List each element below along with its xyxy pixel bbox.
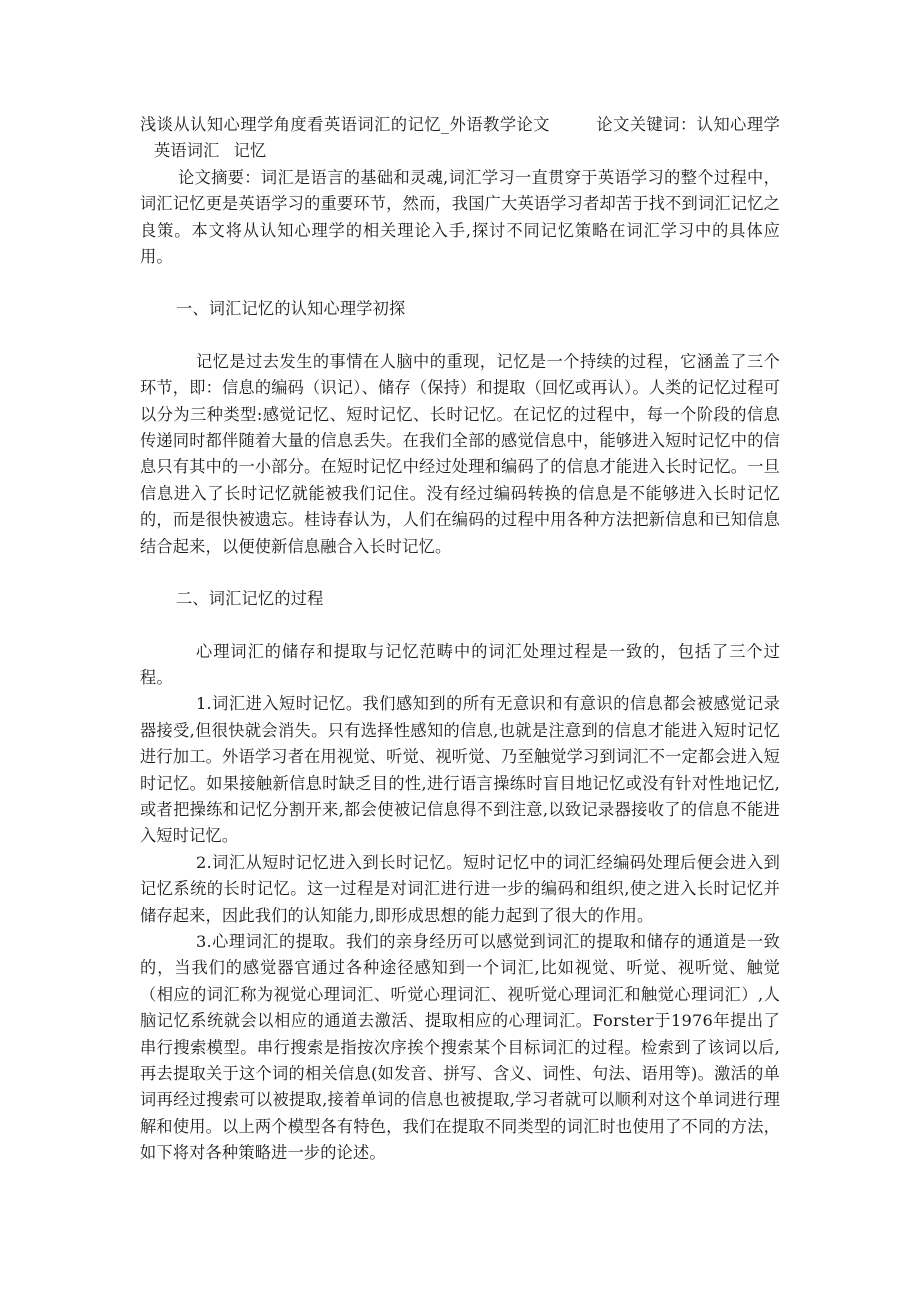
keywords-label: 论文关键词： — [596, 115, 697, 134]
abstract-paragraph: 论文摘要：词汇是语言的基础和灵魂,词汇学习一直贯穿于英语学习的整个过程中，词汇记忆更是英语学习的重要环节，然而，我国广大英语学习者却苦于找不到词汇记忆之良策。本文将从认知心理学的相关理论入手,探讨不同记忆策略在词汇学习中的具体应用。 — [140, 167, 780, 267]
keyword-item: 英语词汇 — [154, 141, 220, 161]
section-2-item-2: 2.词汇从短时记忆进入到长时记忆。短时记忆中的词汇经编码处理后便会进入到记忆系统的长时记忆。这一过程是对词汇进行进一步的编码和组织,使之进入长时记忆并储存起来，因此我们的认知能力,即形成思想的能力起到了很大的作用。 — [140, 852, 780, 925]
document-page — [140, 112, 780, 1167]
title-keywords-line — [140, 112, 780, 165]
section-2-heading: 二、词汇记忆的过程 — [176, 589, 324, 609]
keyword-item: 认知心理学 — [696, 115, 781, 134]
keyword-item: 记忆 — [233, 141, 267, 161]
section-1-body: 记忆是过去发生的事情在人脑中的重现，记忆是一个持续的过程，它涵盖了三个环节，即：信息的编码（识记）、储存（保持）和提取（回忆或再认）。人类的记忆过程可以分为三种类型:感觉记忆、短时记忆、长时记忆。在记忆的过程中，每一个阶段的信息传递同时都伴随着大量的信息丢失。在我们全部的感觉信息中，能够进入短时记忆中的信息只有其中的一小部分。在短时记忆中经过处理和编码了的信息才能进入长时记忆。一旦信息进入了长时记忆就能被我们记住。没有经过编码转换的信息是不能够进入长时记忆的，而是很快被遗忘。桂诗春认为，人们在编码的过程中用各种方法把新信息和已知信息结合起来，以便使新信息融合入长时记忆。 — [140, 351, 780, 556]
section-2-item-3: 3.心理词汇的提取。我们的亲身经历可以感觉到词汇的提取和储存的通道是一致的，当我们的感觉器官通过各种途径感知到一个词汇,比如视觉、听觉、视听觉、触觉（相应的词汇称为视觉心理词汇、听觉心理词汇、视听觉心理词汇和触觉心理词汇）,人脑记忆系统就会以相应的通道去激活、提取相应的心理词汇。Forster于1976年提出了串行搜索模型。串行搜索是指按次序挨个搜索某个目标词汇的过程。检索到了该词以后,再去提取关于这个词的相关信息(如发音、拼写、含义、词性、句法、语用等)。激活的单词再经过搜索可以被提取,接着单词的信息也被提取,学习者就可以顺利对这个单词进行理解和使用。以上两个模型各有特色，我们在提取不同类型的词汇时也使用了不同的方法，如下将对各种策略进一步的论述。 — [140, 931, 780, 1163]
section-2-intro: 心理词汇的储存和提取与记忆范畴中的词汇处理过程是一致的，包括了三个过程。 — [140, 641, 780, 687]
section-1-heading: 一、词汇记忆的认知心理学初探 — [176, 299, 406, 319]
paper-title: 浅谈从认知心理学角度看英语词汇的记忆_外语教学论文 — [140, 115, 551, 134]
section-2-item-1: 1.词汇进入短时记忆。我们感知到的所有无意识和有意识的信息都会被感觉记录器接受,但很快就会消失。只有选择性感知的信息,也就是注意到的信息才能进入短时记忆进行加工。外语学习者在用视觉、听觉、视听觉、乃至触觉学习到词汇不一定都会进入短时记忆。如果接触新信息时缺乏目的性,进行语言操练时盲目地记忆或没有针对性地记忆,或者把操练和记忆分割开来,都会使被记信息得不到注意,以致记录器接收了的信息不能进入短时记忆。 — [140, 694, 780, 846]
